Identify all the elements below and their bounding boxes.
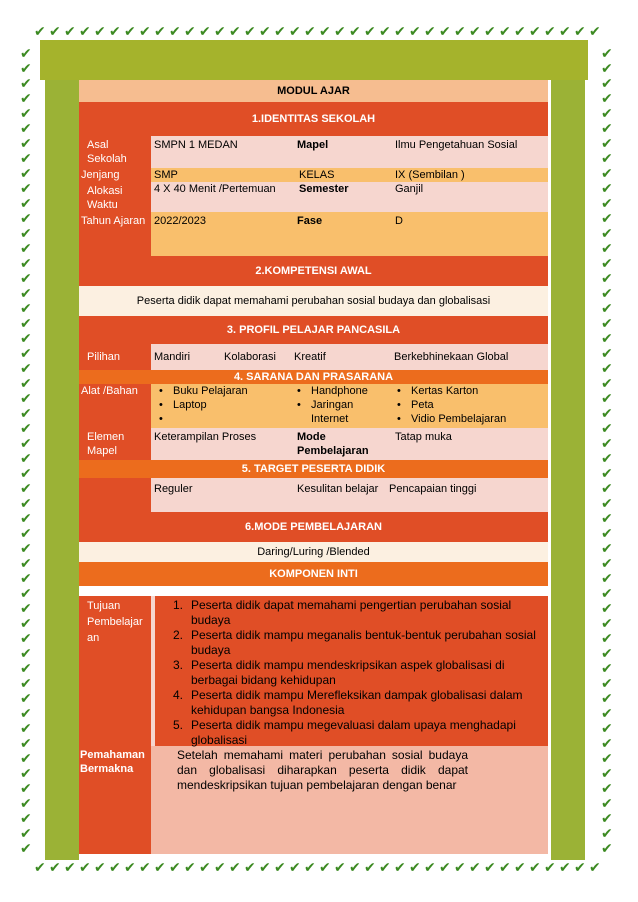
checkmark-icon: ✔	[601, 405, 613, 421]
checkmark-icon: ✔	[20, 735, 32, 751]
checkmark-icon: ✔	[20, 555, 32, 571]
pemahaman-text: Setelah memahami materi perubahan sosial budaya dan globalisasi diharapkan peserta didik dapat mendeskripsikan tujuan pembelajaran dengan benar	[151, 746, 548, 854]
checkmark-icon: ✔	[601, 180, 613, 196]
checkmark-icon: ✔	[229, 859, 241, 875]
checkmark-icon: ✔	[94, 859, 106, 875]
profil-item: Kreatif	[294, 351, 326, 363]
checkmark-icon: ✔	[601, 525, 613, 541]
tujuan-item: 2. Peserta didik mampu meganalis bentuk-bentuk perubahan sosial budaya	[173, 628, 536, 657]
checkmark-icon: ✔	[601, 195, 613, 211]
sarana-label: Alat /Bahan	[79, 384, 151, 428]
checkmark-icon: ✔	[559, 23, 571, 39]
checkmark-icon: ✔	[601, 480, 613, 496]
checkmark-icon: ✔	[20, 420, 32, 436]
checkmark-icon: ✔	[529, 23, 541, 39]
checkmark-icon: ✔	[601, 750, 613, 766]
checkmark-icon: ✔	[79, 23, 91, 39]
row-value2: D	[389, 212, 548, 256]
section5-heading: 5. TARGET PESERTA DIDIK	[79, 460, 548, 478]
checkmark-icon: ✔	[20, 225, 32, 241]
checkmark-icon: ✔	[439, 859, 451, 875]
profil-item: Mandiri	[154, 351, 191, 363]
checkmark-icon: ✔	[601, 90, 613, 106]
checkmark-icon: ✔	[379, 859, 391, 875]
checkmark-icon: ✔	[529, 859, 541, 875]
sarana-row	[79, 384, 548, 428]
checkmark-icon: ✔	[20, 300, 32, 316]
checkmark-icon: ✔	[20, 345, 32, 361]
checkmark-icon: ✔	[20, 540, 32, 556]
checkmark-icon: ✔	[424, 859, 436, 875]
target-label-cell	[79, 478, 151, 512]
checkmark-icon: ✔	[601, 75, 613, 91]
sarana-col2	[289, 384, 389, 428]
identitas-row	[79, 136, 548, 168]
document-title: MODUL AJAR	[79, 80, 548, 102]
checkmark-icon: ✔	[589, 23, 601, 39]
checkmark-icon: ✔	[454, 23, 466, 39]
kompetensi-awal-value: Peserta didik dapat memahami perubahan sosial budaya dan globalisasi	[136, 295, 491, 307]
checkmark-icon: ✔	[409, 859, 421, 875]
identitas-row	[79, 212, 548, 256]
checkmark-icon: ✔	[20, 600, 32, 616]
checkmark-icon: ✔	[169, 859, 181, 875]
sarana-col3	[389, 384, 548, 428]
checkmark-icon: ✔	[139, 23, 151, 39]
checkmark-icon: ✔	[601, 495, 613, 511]
checkmark-icon: ✔	[184, 23, 196, 39]
checkmark-icon: ✔	[244, 859, 256, 875]
checkmark-icon: ✔	[499, 859, 511, 875]
identitas-row	[79, 182, 548, 212]
checkmark-icon: ✔	[20, 480, 32, 496]
section6-heading: 6.MODE PEMBELAJARAN	[79, 512, 548, 542]
checkmark-icon: ✔	[259, 859, 271, 875]
tujuan-list-cell	[151, 596, 548, 746]
checkmark-icon: ✔	[601, 780, 613, 796]
checkmark-icon: ✔	[109, 859, 121, 875]
checkmark-icon: ✔	[601, 420, 613, 436]
checkmark-icon: ✔	[454, 859, 466, 875]
right-green-band	[551, 80, 585, 860]
row-value2: Ilmu Pengetahuan Sosial	[389, 136, 548, 168]
checkmark-icon: ✔	[601, 105, 613, 121]
checkmark-icon: ✔	[20, 120, 32, 136]
left-green-band	[45, 80, 79, 860]
checkmark-icon: ✔	[601, 705, 613, 721]
sarana-item: • Kertas Karton	[389, 384, 548, 398]
modul-ajar-document	[79, 80, 548, 854]
checkmark-icon: ✔	[601, 120, 613, 136]
checkmark-icon: ✔	[601, 150, 613, 166]
identitas-row	[79, 168, 548, 182]
checkmark-icon: ✔	[20, 60, 32, 76]
row-label2: KELAS	[289, 168, 389, 182]
checkmark-icon: ✔	[20, 810, 32, 826]
checkmark-icon: ✔	[409, 23, 421, 39]
checkmark-icon: ✔	[20, 645, 32, 661]
checkmark-icon: ✔	[124, 859, 136, 875]
row-value: 4 X 40 Menit /Pertemuan	[151, 182, 289, 212]
target-item: Kesulitan belajar	[297, 483, 379, 495]
checkmark-icon: ✔	[364, 23, 376, 39]
row-label: Alokasi Waktu	[79, 182, 151, 212]
checkmark-icon: ✔	[20, 375, 32, 391]
tujuan-item: 4. Peserta didik mampu Merefleksikan dampak globalisasi dalam kehidupan bangsa Indonesia	[173, 688, 523, 717]
pemahaman-row	[79, 746, 548, 854]
checkmark-icon: ✔	[20, 720, 32, 736]
checkmark-icon: ✔	[20, 75, 32, 91]
checkmark-icon: ✔	[514, 859, 526, 875]
checkmark-icon: ✔	[334, 23, 346, 39]
top-olive-band	[40, 40, 588, 80]
checkmark-icon: ✔	[484, 859, 496, 875]
checkmark-icon: ✔	[601, 645, 613, 661]
tujuan-row	[79, 596, 548, 746]
checkmark-icon: ✔	[601, 285, 613, 301]
checkmark-icon: ✔	[601, 810, 613, 826]
checkmark-icon: ✔	[589, 859, 601, 875]
checkmark-icon: ✔	[601, 675, 613, 691]
elemen-row	[79, 428, 548, 460]
checkmark-icon: ✔	[20, 405, 32, 421]
sarana-col1	[151, 384, 289, 428]
checkmark-icon: ✔	[214, 23, 226, 39]
checkmark-icon: ✔	[601, 630, 613, 646]
checkmark-icon: ✔	[439, 23, 451, 39]
sarana-item: • Laptop	[151, 398, 289, 412]
checkmark-icon: ✔	[20, 705, 32, 721]
checkmark-icon: ✔	[20, 840, 32, 856]
checkmark-icon: ✔	[20, 660, 32, 676]
profil-row	[79, 344, 548, 370]
target-item: Reguler	[154, 483, 193, 495]
checkmark-icon: ✔	[64, 859, 76, 875]
checkmark-icon: ✔	[469, 23, 481, 39]
section1-heading: 1.IDENTITAS SEKOLAH	[79, 102, 548, 136]
profil-item: Kolaborasi	[224, 351, 276, 363]
checkmark-icon: ✔	[20, 330, 32, 346]
checkmark-icon: ✔	[259, 23, 271, 39]
checkmark-icon: ✔	[601, 345, 613, 361]
checkmark-icon: ✔	[601, 240, 613, 256]
checkmark-icon: ✔	[20, 435, 32, 451]
checkmark-icon: ✔	[34, 859, 46, 875]
checkmark-icon: ✔	[601, 390, 613, 406]
pemahaman-label: Pemahaman Bermakna	[79, 746, 151, 854]
row-value: SMPN 1 MEDAN	[151, 136, 289, 168]
mode-value: Tatap muka	[395, 431, 452, 443]
checkmark-icon: ✔	[601, 255, 613, 271]
checkmark-icon: ✔	[124, 23, 136, 39]
checkmark-icon: ✔	[601, 825, 613, 841]
checkmark-icon: ✔	[514, 23, 526, 39]
tujuan-label: Tujuan Pembelajar an	[79, 596, 151, 746]
checkmark-icon: ✔	[20, 315, 32, 331]
checkmark-icon: ✔	[214, 859, 226, 875]
checkmark-icon: ✔	[20, 585, 32, 601]
checkmark-icon: ✔	[184, 859, 196, 875]
checkmark-icon: ✔	[79, 859, 91, 875]
profil-item: Berkebhinekaan Global	[394, 351, 509, 363]
checkmark-icon: ✔	[394, 859, 406, 875]
checkmark-icon: ✔	[199, 859, 211, 875]
checkmark-icon: ✔	[364, 859, 376, 875]
checkmark-icon: ✔	[154, 23, 166, 39]
checkmark-icon: ✔	[20, 165, 32, 181]
row-value: 2022/2023	[151, 212, 289, 256]
checkmark-icon: ✔	[20, 180, 32, 196]
checkmark-icon: ✔	[20, 270, 32, 286]
checkmark-icon: ✔	[20, 825, 32, 841]
checkmark-icon: ✔	[20, 495, 32, 511]
checkmark-icon: ✔	[601, 570, 613, 586]
checkmark-icon: ✔	[601, 435, 613, 451]
checkmark-icon: ✔	[601, 465, 613, 481]
row-value: SMP	[151, 168, 289, 182]
checkmark-icon: ✔	[20, 750, 32, 766]
checkmark-icon: ✔	[574, 859, 586, 875]
checkmark-icon: ✔	[601, 300, 613, 316]
mode-label: Mode Pembelajaran	[297, 431, 369, 457]
checkmark-icon: ✔	[20, 765, 32, 781]
checkmark-icon: ✔	[34, 23, 46, 39]
checkmark-icon: ✔	[20, 690, 32, 706]
checkmark-icon: ✔	[601, 600, 613, 616]
checkmark-icon: ✔	[601, 450, 613, 466]
sarana-item: • Peta	[389, 398, 548, 412]
checkmark-icon: ✔	[601, 795, 613, 811]
checkmark-icon: ✔	[20, 255, 32, 271]
checkmark-icon: ✔	[20, 450, 32, 466]
checkmark-icon: ✔	[484, 23, 496, 39]
checkmark-icon: ✔	[20, 780, 32, 796]
checkmark-icon: ✔	[199, 23, 211, 39]
checkmark-icon: ✔	[49, 23, 61, 39]
checkmark-icon: ✔	[349, 859, 361, 875]
row-value2: Ganjil	[389, 182, 548, 212]
checkmark-icon: ✔	[601, 720, 613, 736]
checkmark-icon: ✔	[334, 859, 346, 875]
checkmark-icon: ✔	[49, 859, 61, 875]
checkmark-icon: ✔	[289, 23, 301, 39]
checkmark-icon: ✔	[20, 510, 32, 526]
checkmark-icon: ✔	[289, 859, 301, 875]
checkmark-icon: ✔	[20, 210, 32, 226]
checkmark-icon: ✔	[601, 315, 613, 331]
checkmark-icon: ✔	[601, 45, 613, 61]
sarana-item: • Jaringan Internet	[289, 398, 389, 426]
checkmark-icon: ✔	[274, 859, 286, 875]
row-label2: Fase	[289, 212, 389, 256]
checkmark-icon: ✔	[20, 570, 32, 586]
profil-label: Pilihan	[79, 344, 151, 370]
checkmark-icon: ✔	[154, 859, 166, 875]
mode-pembelajaran-row	[79, 542, 548, 562]
row-label2: Mapel	[289, 136, 389, 168]
row-label: Jenjang	[79, 168, 151, 182]
checkmark-icon: ✔	[109, 23, 121, 39]
checkmark-icon: ✔	[304, 23, 316, 39]
checkmark-icon: ✔	[601, 735, 613, 751]
checkmark-icon: ✔	[20, 135, 32, 151]
checkmark-icon: ✔	[20, 615, 32, 631]
sarana-item: • Buku Pelajaran	[151, 384, 289, 398]
sarana-item: • Handphone	[289, 384, 389, 398]
tujuan-item: 5. Peserta didik mampu megevaluasi dalam upaya menghadapi globalisasi	[173, 718, 516, 747]
checkmark-icon: ✔	[20, 240, 32, 256]
checkmark-icon: ✔	[20, 150, 32, 166]
checkmark-icon: ✔	[601, 225, 613, 241]
checkmark-icon: ✔	[394, 23, 406, 39]
checkmark-icon: ✔	[601, 270, 613, 286]
checkmark-icon: ✔	[544, 859, 556, 875]
checkmark-icon: ✔	[559, 859, 571, 875]
checkmark-icon: ✔	[169, 23, 181, 39]
elemen-label: Elemen Mapel	[79, 428, 151, 460]
komponen-heading: KOMPONEN INTI	[79, 562, 548, 586]
checkmark-icon: ✔	[601, 330, 613, 346]
row-value2: IX (Sembilan )	[389, 168, 548, 182]
checkmark-icon: ✔	[349, 23, 361, 39]
checkmark-icon: ✔	[20, 465, 32, 481]
checkmark-icon: ✔	[20, 390, 32, 406]
checkmark-icon: ✔	[319, 23, 331, 39]
checkmark-icon: ✔	[601, 360, 613, 376]
checkmark-icon: ✔	[94, 23, 106, 39]
checkmark-icon: ✔	[469, 859, 481, 875]
checkmark-icon: ✔	[601, 510, 613, 526]
checkmark-icon: ✔	[20, 630, 32, 646]
elemen-value: Keterampilan Proses	[154, 431, 257, 443]
checkmark-icon: ✔	[601, 210, 613, 226]
checkmark-icon: ✔	[379, 23, 391, 39]
checkmark-icon: ✔	[20, 105, 32, 121]
checkmark-icon: ✔	[601, 765, 613, 781]
checkmark-icon: ✔	[601, 660, 613, 676]
section2-heading: 2.KOMPETENSI AWAL	[79, 256, 548, 286]
checkmark-icon: ✔	[544, 23, 556, 39]
checkmark-icon: ✔	[424, 23, 436, 39]
mode-pembelajaran-value: Daring/Luring /Blended	[257, 546, 370, 558]
kompetensi-awal-text	[79, 286, 548, 316]
target-item: Pencapaian tinggi	[389, 483, 477, 495]
checkmark-icon: ✔	[274, 23, 286, 39]
checkmark-icon: ✔	[601, 375, 613, 391]
checkmark-icon: ✔	[601, 540, 613, 556]
section4-heading: 4. SARANA DAN PRASARANA	[79, 370, 548, 384]
checkmark-icon: ✔	[601, 60, 613, 76]
checkmark-icon: ✔	[20, 90, 32, 106]
checkmark-icon: ✔	[20, 285, 32, 301]
checkmark-icon: ✔	[20, 195, 32, 211]
checkmark-icon: ✔	[574, 23, 586, 39]
checkmark-icon: ✔	[601, 555, 613, 571]
tujuan-list	[173, 598, 538, 748]
checkmark-icon: ✔	[139, 859, 151, 875]
section3-heading: 3. PROFIL PELAJAR PANCASILA	[79, 316, 548, 344]
checkmark-icon: ✔	[20, 525, 32, 541]
checkmark-icon: ✔	[601, 840, 613, 856]
row-label2: Semester	[289, 182, 389, 212]
checkmark-icon: ✔	[601, 135, 613, 151]
row-label: Asal Sekolah	[79, 136, 151, 168]
checkmark-icon: ✔	[20, 795, 32, 811]
checkmark-icon: ✔	[244, 23, 256, 39]
checkmark-icon: ✔	[601, 585, 613, 601]
checkmark-icon: ✔	[229, 23, 241, 39]
checkmark-icon: ✔	[64, 23, 76, 39]
checkmark-icon: ✔	[20, 675, 32, 691]
row-label: Tahun Ajaran	[79, 212, 151, 256]
spacer	[79, 586, 548, 596]
tujuan-item: 3. Peserta didik mampu mendeskripsikan aspek globalisasi di berbagai bidang kehidupan	[173, 658, 505, 687]
checkmark-icon: ✔	[499, 23, 511, 39]
checkmark-icon: ✔	[20, 45, 32, 61]
sarana-item: • Vidio Pembelajaran	[389, 412, 548, 426]
checkmark-icon: ✔	[601, 615, 613, 631]
checkmark-icon: ✔	[601, 165, 613, 181]
tujuan-item: 1. Peserta didik dapat memahami pengertian perubahan sosial budaya	[173, 598, 512, 627]
target-row	[79, 478, 548, 512]
checkmark-icon: ✔	[601, 690, 613, 706]
checkmark-icon: ✔	[20, 360, 32, 376]
checkmark-icon: ✔	[304, 859, 316, 875]
checkmark-icon: ✔	[319, 859, 331, 875]
